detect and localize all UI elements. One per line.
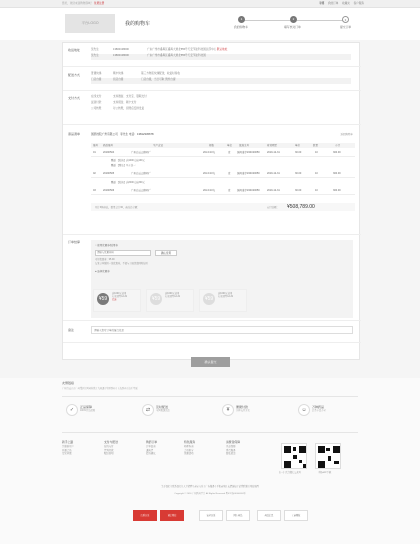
user-name[interactable]: 李娜 bbox=[319, 2, 325, 6]
promo-note-text: 【促销】满1000元减100元 bbox=[116, 159, 145, 162]
footer-column-title: 特色服务 bbox=[184, 440, 196, 444]
cell-spec: 20ml×10支 bbox=[203, 189, 216, 193]
service-item bbox=[66, 404, 126, 418]
table-row bbox=[91, 150, 355, 157]
coupon-expiry: 有效期至12-31 bbox=[218, 296, 234, 299]
footer-column-title: 新手上路 bbox=[62, 440, 74, 444]
footer-link[interactable]: 药师咨询 bbox=[184, 445, 194, 448]
col-maker: 生产企业 bbox=[153, 144, 164, 148]
footer-link[interactable]: 开通会员 bbox=[62, 448, 72, 452]
footer-column bbox=[146, 441, 186, 456]
delivery-desc: 第三方物流快递配送，收货时验收 bbox=[141, 72, 180, 75]
seller-name: 国药控股广州有限公司 bbox=[91, 133, 118, 136]
cell-spec: 20ml×10支 bbox=[203, 172, 216, 176]
trust-badge[interactable]: 工商网监 bbox=[284, 510, 308, 521]
footer-link[interactable]: 会员积分 bbox=[184, 448, 194, 452]
friend-links-title: 友情链接 bbox=[62, 381, 75, 385]
welcome-text bbox=[62, 2, 104, 5]
coupon-expiry: 有效期至12-31 bbox=[112, 296, 128, 299]
step-3-label: 提交订单 bbox=[340, 25, 352, 29]
coupon-rule-text: 每笔订单限用一张优惠券，不能与其他优惠同时使用 bbox=[95, 263, 148, 265]
remark-section-title: 备注 bbox=[68, 328, 75, 332]
address-name: 吴先生 bbox=[91, 48, 99, 51]
payment-type: 在线支付 bbox=[91, 95, 102, 98]
cell-spec: 20ml×10支 bbox=[203, 151, 216, 155]
cell-unit: 盒 bbox=[228, 172, 231, 176]
payment-desc: 支持微信、支付宝、银联支付 bbox=[113, 95, 147, 98]
delivery-option[interactable] bbox=[91, 78, 351, 84]
coupon-info bbox=[218, 293, 233, 299]
address-text: 广东广州市番禺区番禺大道北555号天安节能科技园 bbox=[147, 54, 206, 57]
coupon-code-input[interactable] bbox=[95, 250, 151, 256]
footer-links-row[interactable]: 关于我们 | 联系我们 | 人才招聘 | 商家入驻 | 广告服务 | 手机商城 | 友情链接 | 销售联盟 | 网站地图 bbox=[161, 486, 259, 488]
footer-column-title: 支付与配送 bbox=[104, 440, 118, 444]
cell-no: 02 bbox=[93, 172, 96, 176]
service-title: 便捷付款 bbox=[236, 405, 249, 409]
address-phone: 13800138000 bbox=[113, 48, 129, 51]
service-desc: 全国极速送达 bbox=[156, 410, 170, 412]
col-no: 编号 bbox=[93, 144, 99, 148]
promo-note: 赠品 【促销】满2000元减300元 bbox=[111, 181, 145, 184]
footer-column bbox=[62, 441, 102, 456]
cell-approval: 国药准字Z44020050 bbox=[237, 172, 260, 176]
footer-column bbox=[184, 441, 224, 456]
cell-price: 30.00 bbox=[295, 151, 302, 155]
coupon-condition: 满1000元使用 bbox=[165, 293, 180, 295]
payment-option[interactable] bbox=[91, 95, 147, 101]
pill-icon: ☺ bbox=[298, 404, 310, 416]
footer-link[interactable]: 常见问题 bbox=[62, 452, 72, 455]
coupon-card[interactable] bbox=[93, 289, 141, 312]
address-section bbox=[63, 43, 361, 67]
order-section bbox=[63, 125, 361, 235]
delivery-section-title: 配送方式 bbox=[68, 73, 81, 77]
shield-check-icon: ✓ bbox=[66, 404, 78, 416]
address-option[interactable] bbox=[91, 54, 351, 60]
col-spec: 规格 bbox=[209, 144, 215, 148]
footer-link[interactable]: 优惠活动 bbox=[184, 452, 194, 455]
step-3-dot: 3 bbox=[342, 16, 349, 23]
table-row bbox=[91, 188, 355, 195]
submit-order-button[interactable]: 确认提交 bbox=[191, 357, 230, 367]
order-total: ¥508,789.00 bbox=[287, 203, 315, 210]
footer-link[interactable]: 正品保障 bbox=[226, 445, 236, 448]
checkout-steps bbox=[234, 15, 356, 35]
service-title: 万种药品 bbox=[312, 405, 325, 409]
cell-maker: 广州白云山制药厂 bbox=[131, 151, 152, 155]
register-link[interactable]: 免费注册 bbox=[93, 2, 105, 6]
address-option[interactable] bbox=[91, 48, 227, 54]
address-section-title: 收货地址 bbox=[68, 48, 81, 52]
coupon-condition: 满1000元使用 bbox=[218, 293, 233, 295]
coupon-section-title: 订单结算 bbox=[68, 240, 81, 244]
delivery-option[interactable] bbox=[91, 72, 180, 78]
col-code: 商品编号 bbox=[103, 144, 114, 148]
footer-link[interactable]: 投诉建议 bbox=[146, 452, 156, 455]
cell-subtotal: 300.00 bbox=[333, 151, 341, 155]
coupon-status: 已选 bbox=[112, 299, 117, 302]
coupon-amount: ¥59 bbox=[97, 293, 109, 305]
trust-badge[interactable]: 药品信息 bbox=[257, 510, 281, 521]
coupon-amount: ¥59 bbox=[150, 293, 162, 305]
cell-approval: 国药准字Z44020050 bbox=[237, 151, 260, 155]
cell-code: 20190506 bbox=[103, 189, 115, 193]
cell-no: 03 bbox=[93, 189, 96, 193]
cell-code: 20190505 bbox=[103, 172, 115, 176]
col-approval: 批准文号 bbox=[239, 144, 250, 148]
payment-icon: ¥ bbox=[222, 404, 234, 416]
remark-section bbox=[63, 321, 361, 343]
cell-expiry: 2019-12-31 bbox=[267, 189, 280, 193]
select-coupon-toggle[interactable]: ● 选择优惠券 bbox=[95, 270, 110, 273]
my-orders-link[interactable]: 我的订单 bbox=[328, 2, 339, 6]
promo-note-text: 【赠品】买十送一 bbox=[116, 164, 136, 167]
cell-subtotal: 300.00 bbox=[333, 172, 341, 176]
checkout-panel bbox=[62, 42, 360, 360]
payment-section bbox=[63, 91, 361, 125]
cell-no: 01 bbox=[93, 151, 96, 155]
trust-badge[interactable]: 网上药品 bbox=[226, 510, 250, 521]
page-title: 我的购物车 bbox=[125, 21, 151, 27]
coupon-card[interactable] bbox=[199, 289, 247, 312]
step-1-dot: 1 bbox=[238, 16, 245, 23]
step-2-dot: 2 bbox=[290, 16, 297, 23]
cell-unit: 盒 bbox=[228, 151, 231, 155]
payment-type: 货到付款 bbox=[91, 101, 102, 104]
service-desc: 品类丰富齐全 bbox=[312, 410, 326, 412]
coupon-expiry: 有效期至12-31 bbox=[165, 296, 181, 299]
app-qr-code bbox=[315, 443, 341, 469]
use-coupon-label: 使用优惠券/抵用券 bbox=[97, 244, 118, 247]
delivery-type: 普通快递 bbox=[91, 72, 102, 75]
coupon-card[interactable] bbox=[146, 289, 194, 312]
footer-divider bbox=[62, 432, 358, 433]
remark-input[interactable] bbox=[91, 326, 353, 334]
footer-link[interactable]: 退换货 bbox=[146, 448, 154, 452]
address-text: 广东广州市番禺区番禺大道北555号天安节能科技园总部中心 bbox=[147, 48, 217, 51]
col-unit: 单位 bbox=[227, 144, 233, 148]
promo-note-text: 【促销】满2000元减300元 bbox=[116, 181, 145, 184]
delivery-carrier: 顺丰快递 bbox=[113, 72, 124, 75]
cell-price: 30.00 bbox=[295, 172, 302, 176]
service-item bbox=[298, 404, 358, 418]
footer-column-title: 消费者保障 bbox=[226, 440, 240, 444]
footer-link[interactable]: 订单查询 bbox=[146, 445, 156, 448]
default-address-tag: 默认地址 bbox=[216, 48, 228, 51]
promo-note: 赠品 【赠品】买十送一 bbox=[111, 164, 136, 167]
coupon-info bbox=[165, 293, 180, 299]
cell-code: 20190504 bbox=[103, 151, 115, 155]
friend-links[interactable]: 广州白云山 | 广药集团 | 国药控股 | 九州通 | 华润医药 | 上海医药 | 海王星辰 bbox=[62, 388, 138, 390]
site-header bbox=[0, 8, 420, 40]
site-logo[interactable]: 平台LOGO bbox=[65, 14, 115, 33]
seller-contact: 李先生 电话：13812345678 bbox=[120, 133, 154, 136]
cell-price: 30.00 bbox=[295, 189, 302, 193]
footer-link[interactable]: 配送说明 bbox=[104, 452, 114, 455]
service-desc: 多种支付方式 bbox=[236, 410, 250, 412]
address-phone: 13800138000 bbox=[113, 54, 129, 57]
order-table-header bbox=[91, 143, 355, 148]
cell-qty: 10 bbox=[315, 189, 318, 193]
qr-caption: 手机APP下载 bbox=[318, 472, 332, 474]
payment-section-title: 支付方式 bbox=[68, 96, 81, 100]
order-summary-text: 共计3种商品，数量合计30，商品总金额： bbox=[95, 205, 140, 209]
step-connector bbox=[297, 20, 346, 21]
cell-qty: 10 bbox=[315, 172, 318, 176]
promo-note: 赠品 【促销】满1000元减100元 bbox=[111, 159, 145, 162]
order-section-title: 商品清单 bbox=[68, 132, 81, 136]
step-1-label: 我的购物车 bbox=[234, 25, 248, 29]
step-connector bbox=[241, 20, 290, 21]
delivery-type: 门店自提 bbox=[91, 78, 102, 81]
welcome-label: 您好，欢迎来到购物商城！ bbox=[62, 2, 94, 6]
delivery-carrier: 到店自提 bbox=[113, 78, 124, 81]
customer-service-link[interactable]: 客户服务 bbox=[353, 2, 364, 6]
qr-caption: 扫一扫关注微信公众号 bbox=[279, 472, 301, 474]
top-links bbox=[316, 2, 364, 5]
delivery-section bbox=[63, 67, 361, 91]
address-name: 吴先生 bbox=[91, 54, 99, 57]
back-to-cart-link[interactable]: 返回购物车 bbox=[340, 133, 353, 136]
payment-desc: 支持现金、刷卡支付 bbox=[113, 101, 137, 104]
footer-link[interactable]: 隐私政策 bbox=[226, 452, 236, 455]
cell-maker: 广州白云山制药厂 bbox=[131, 189, 152, 193]
truck-icon: ⇄ bbox=[142, 404, 154, 416]
payment-option[interactable] bbox=[91, 101, 136, 107]
cell-maker: 广州白云山制药厂 bbox=[131, 172, 152, 176]
favorites-link[interactable]: 收藏夹 bbox=[342, 2, 350, 6]
delivery-desc: 门店自提，当日可取 预约自提 bbox=[141, 78, 176, 81]
cell-expiry: 2019-12-31 bbox=[267, 172, 280, 176]
service-title: 正品保障 bbox=[80, 405, 93, 409]
service-title: 及时配送 bbox=[156, 405, 169, 409]
top-bar bbox=[0, 0, 420, 8]
payment-type: 公司转账 bbox=[91, 107, 102, 110]
col-subtotal: 小计 bbox=[335, 144, 341, 148]
trust-badge[interactable]: 红盾认证 bbox=[133, 510, 157, 521]
step-2-label: 填写核对订单 bbox=[284, 25, 301, 29]
trust-badge[interactable]: 安全认证 bbox=[199, 510, 223, 521]
footer-divider bbox=[62, 396, 358, 397]
cell-expiry: 2019-12-31 bbox=[267, 151, 280, 155]
cell-qty: 10 bbox=[315, 151, 318, 155]
footer-column bbox=[226, 441, 266, 456]
trust-badge[interactable]: 诚信网站 bbox=[160, 510, 184, 521]
footer-column-title: 购药订单 bbox=[146, 440, 158, 444]
col-price: 单价 bbox=[295, 144, 301, 148]
coupon-condition: 满1000元使用 bbox=[112, 293, 127, 295]
payment-desc: 对公转账，到账后安排发货 bbox=[113, 107, 145, 110]
coupon-amount: ¥59 bbox=[203, 293, 215, 305]
wechat-qr-code bbox=[281, 443, 307, 469]
table-row bbox=[91, 171, 355, 178]
footer-link[interactable]: 注册新用户 bbox=[62, 445, 74, 448]
copyright-text: Copyright © 2016 广州医药平台 All Rights Reserved 粤ICP备00000000号 bbox=[174, 493, 246, 495]
footer-column bbox=[104, 441, 144, 456]
service-desc: 100%正品保障 bbox=[80, 410, 96, 412]
use-coupon-toggle[interactable]: ○ 使用优惠券/抵用券 bbox=[95, 244, 118, 247]
footer-link[interactable]: 售后服务 bbox=[226, 448, 236, 452]
cell-approval: 国药准字Z44020050 bbox=[237, 189, 260, 193]
payment-option[interactable] bbox=[91, 107, 144, 113]
apply-coupon-button[interactable]: 确认使用 bbox=[155, 250, 177, 256]
order-summary-bar bbox=[91, 203, 355, 211]
service-item bbox=[142, 404, 202, 418]
coupon-info bbox=[112, 293, 127, 303]
total-label: 应付总额： bbox=[267, 205, 279, 209]
cell-unit: 盒 bbox=[228, 189, 231, 193]
cell-subtotal: 300.00 bbox=[333, 189, 341, 193]
footer-link[interactable]: 货到付款 bbox=[104, 448, 114, 452]
col-qty: 数量 bbox=[313, 144, 319, 148]
seller-info bbox=[91, 133, 153, 136]
col-expiry: 有效期至 bbox=[267, 144, 278, 148]
coupon-available-text: 可用优惠券：¥5.00 bbox=[95, 259, 115, 261]
footer-link[interactable]: 在线支付 bbox=[104, 445, 114, 448]
service-item bbox=[222, 404, 282, 418]
